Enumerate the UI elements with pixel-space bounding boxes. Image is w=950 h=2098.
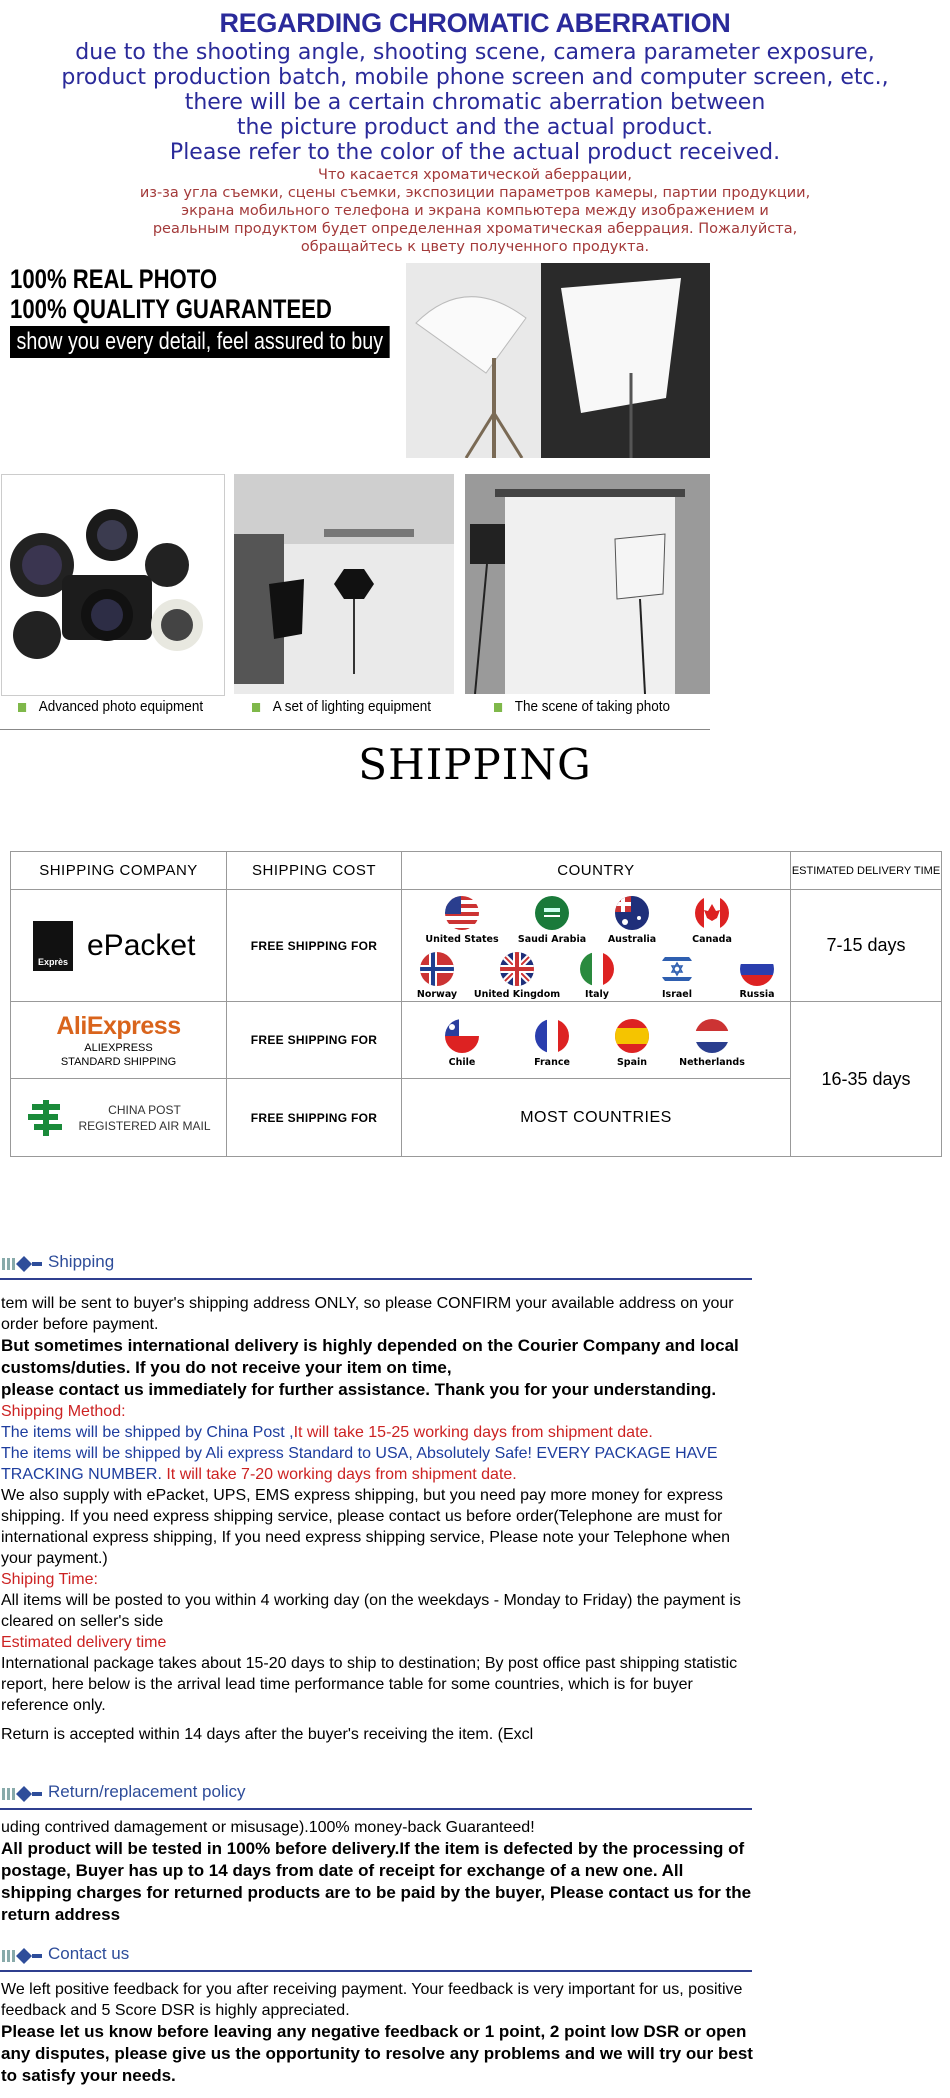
section-bars-icon xyxy=(2,1256,42,1272)
chinapost-cost: FREE SHIPPING FOR xyxy=(227,1079,402,1156)
aberration-en-line: the picture product and the actual product. xyxy=(236,115,714,140)
shipping-section-title: Shipping xyxy=(48,1252,115,1271)
international-package-text: International package takes about 15-20 days to ship to destination; By post office past shipping statistic report, here below is the arrival lead time performance table for some countries, which is for buyer reference only. xyxy=(1,1655,738,1714)
aliexpress-duration: It will take 7-20 working days from shipment date. xyxy=(161,1466,517,1483)
epacket-badge-icon: Exprès xyxy=(33,921,73,971)
studio-lighting-photo xyxy=(234,474,454,694)
aberration-en-line: Please refer to the color of the actual product received. xyxy=(169,140,781,165)
australia-flag-icon xyxy=(615,896,649,930)
caption-scene-photo: The scene of taking photo xyxy=(494,698,670,715)
aberration-ru-line: обращайтесь к цвету полученного продукта. xyxy=(300,239,650,255)
header-company: SHIPPING COMPANY xyxy=(11,852,227,890)
aberration-ru-line: из-за угла съемки, сцены съемки, экспозиции параметров камеры, партии продукции, xyxy=(139,185,811,201)
israel-flag-icon xyxy=(660,952,694,986)
country-name: United Kingdom xyxy=(473,989,561,1000)
aberration-ru-line: экрана мобильного телефона и экрана компьютера между изображением и xyxy=(181,203,769,219)
estimated-delivery-label: Estimated delivery time xyxy=(1,1634,167,1651)
country-name: France xyxy=(534,1057,570,1068)
france-flag-icon xyxy=(535,1019,569,1053)
shipping-table xyxy=(10,851,942,1157)
chinapost-icon xyxy=(26,1098,66,1138)
photo-scene-photo xyxy=(465,474,710,694)
aliexpress-method: The items will be shipped by Ali express Standard to USA, Absolutely Safe! EVERY PACKAGE HAVE TRACKING NUMBER. xyxy=(1,1445,718,1483)
divider xyxy=(0,729,710,730)
epacket-delivery-days: 7-15 days xyxy=(791,890,941,1002)
section-bars-icon xyxy=(2,1948,42,1964)
netherlands-flag-icon xyxy=(695,1019,729,1053)
courier-text: But sometimes international delivery is highly depended on the Courier Company and local customs/duties. If you do not receive your item on time, xyxy=(1,1336,739,1377)
us-flag-icon xyxy=(445,896,479,930)
epacket-name: ePacket xyxy=(87,928,196,962)
negative-feedback-text: Please let us know before leaving any negative feedback or 1 point, 2 point low DSR or open any disputes, please give us the opportunity to resolve any problems and we will try our best to satisfy your needs. xyxy=(1,2022,753,2085)
aberration-title: REGARDING CHROMATIC ABERRATION xyxy=(219,8,731,38)
shipping-time-label: Shiping Time: xyxy=(1,1571,98,1588)
china-post-method: The items will be shipped by China Post , xyxy=(1,1424,294,1441)
standard-delivery-days: 16-35 days xyxy=(821,1068,911,1089)
aberration-en-line: there will be a certain chromatic aberration between xyxy=(184,90,766,115)
epacket-cost: FREE SHIPPING FOR xyxy=(227,890,402,1002)
canada-flag-icon xyxy=(695,896,729,930)
aliexpress-wordmark: AliExpress xyxy=(56,1011,181,1040)
aliexpress-cost: FREE SHIPPING FOR xyxy=(227,1002,402,1079)
shipping-heading: SHIPPING xyxy=(358,740,592,789)
camera-lenses-photo xyxy=(1,474,225,696)
saudi-flag-icon xyxy=(535,896,569,930)
italy-flag-icon xyxy=(580,952,614,986)
header-country: COUNTRY xyxy=(402,852,791,890)
posting-time-text: All items will be posted to you within 4 working day (on the weekdays - Monday to Friday) the payment is cleared on seller's side xyxy=(1,1592,741,1630)
shipping-method-label: Shipping Method: xyxy=(1,1403,126,1420)
shipping-address-text: tem will be sent to buyer's shipping address ONLY, so please CONFIRM your available address on your order before payment. xyxy=(1,1295,734,1333)
aberration-russian xyxy=(0,166,950,256)
lighting-umbrella-photo xyxy=(406,263,710,458)
return-section-header xyxy=(0,1780,752,1810)
spain-flag-icon xyxy=(615,1019,649,1053)
country-name: Netherlands xyxy=(679,1057,745,1068)
caption-photo-equipment: Advanced photo equipment xyxy=(18,698,203,715)
aliexpress-countries xyxy=(402,1002,791,1079)
feedback-text: We left positive feedback for you after receiving payment. Your feedback is very important for us, positive feedback and 5 Score DSR is highly appreciated. xyxy=(1,1981,743,2019)
real-photo-line: 100% REAL PHOTO xyxy=(10,264,218,294)
return-section-title: Return/replacement policy xyxy=(48,1782,246,1801)
country-name: Spain xyxy=(616,1057,648,1068)
quality-guaranteed-line: 100% QUALITY GUARANTEED xyxy=(10,294,332,324)
chinapost-logo xyxy=(11,1079,227,1156)
contact-text: please contact us immediately for further assistance. Thank you for your understanding. xyxy=(1,1380,717,1399)
epacket-logo xyxy=(11,890,227,1002)
header-cost: SHIPPING COST xyxy=(227,852,402,890)
money-back-text: uding contrived damagement or misusage).100% money-back Guaranteed! xyxy=(1,1819,535,1836)
chinapost-countries: MOST COUNTRIES xyxy=(402,1079,791,1156)
country-name: Italy xyxy=(585,989,609,1000)
aliexpress-line1: ALIEXPRESS xyxy=(84,1041,153,1054)
section-bars-icon xyxy=(2,1786,42,1802)
country-name: Russia xyxy=(739,989,775,1000)
country-name: Israel xyxy=(662,989,692,1000)
contact-section-header xyxy=(0,1942,752,1972)
country-name: Chile xyxy=(448,1057,476,1068)
contact-section-title: Contact us xyxy=(48,1944,130,1963)
shipping-section-header xyxy=(0,1250,752,1280)
norway-flag-icon xyxy=(420,952,454,986)
express-shipping-text: We also supply with ePacket, UPS, EMS express shipping, but you need pay more money for express shipping. If you need express shipping service, please contact us before order(Telephone are must for international express shipping, If you need express shipping service, Please note your Telephone when your payment.) xyxy=(1,1487,731,1567)
contact-section-body xyxy=(1,1979,753,2087)
country-name: Saudi Arabia xyxy=(517,934,587,945)
tested-text: All product will be tested in 100% before delivery.If the item is defected by the processing of postage, Buyer has up to 14 days from date of receipt for exchange of a new one. All shipping charges for returned products are to be paid by the buyer, Please contact us for the return address xyxy=(1,1839,752,1924)
caption-lighting-equipment: A set of lighting equipment xyxy=(252,698,431,715)
aberration-ru-line: реальным продуктом будет определенная хроматическая аберрация. Пожалуйста, xyxy=(152,221,798,237)
russia-flag-icon xyxy=(740,952,774,986)
return-section-body xyxy=(1,1817,753,1926)
shipping-section-body xyxy=(1,1293,753,1745)
chinapost-line1: CHINA POST xyxy=(108,1102,181,1117)
chinapost-line2: REGISTERED AIR MAIL xyxy=(78,1118,211,1133)
aliexpress-logo xyxy=(11,1002,227,1079)
return-accepted-text: Return is accepted within 14 days after the buyer's receiving the item. (Excl xyxy=(1,1726,534,1743)
aliexpress-line2: STANDARD SHIPPING xyxy=(60,1055,177,1068)
china-post-duration: It will take 15-25 working days from shipment date. xyxy=(293,1424,653,1441)
aberration-en-line: due to the shooting angle, shooting scene, camera parameter exposure, xyxy=(75,40,875,65)
uk-flag-icon xyxy=(500,952,534,986)
aberration-en-line: product production batch, mobile phone screen and computer screen, etc., xyxy=(61,65,889,90)
detail-banner: show you every detail, feel assured to buy xyxy=(10,326,390,358)
aberration-ru-line: Что касается хроматической аберрации, xyxy=(318,167,632,183)
country-name: Australia xyxy=(607,934,657,945)
header-delivery-time: ESTIMATED DELIVERY TIME xyxy=(791,852,941,890)
aberration-english xyxy=(0,40,950,165)
epacket-countries xyxy=(402,890,791,1002)
country-name: Norway xyxy=(416,989,458,1000)
country-name: Canada xyxy=(692,934,732,945)
country-name: United States xyxy=(425,934,499,945)
chile-flag-icon xyxy=(445,1019,479,1053)
